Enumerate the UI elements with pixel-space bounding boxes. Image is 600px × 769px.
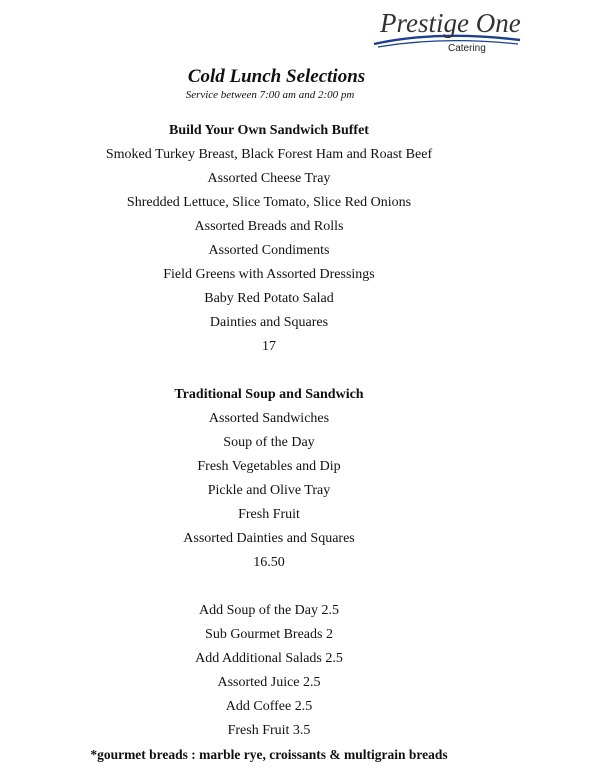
gourmet-breads-footnote: *gourmet breads : marble rye, croissants & multigrain breads (90, 747, 448, 762)
prestige-one-logo (368, 0, 524, 56)
menu-item: Assorted Dainties and Squares (183, 531, 355, 546)
page-title: Cold Lunch Selections (187, 66, 366, 87)
menu-item: Smoked Turkey Breast, Black Forest Ham and Roast Beef (105, 147, 433, 162)
add-on-item: Fresh Fruit 3.5 (227, 723, 311, 738)
menu-item: Assorted Condiments (208, 243, 330, 258)
logo-graphic (368, 0, 524, 56)
add-on-item: Sub Gourmet Breads 2 (205, 627, 333, 642)
section-price: 16.50 (253, 555, 285, 570)
menu-item: Fresh Vegetables and Dip (197, 459, 341, 474)
menu-item: Dainties and Squares (209, 315, 329, 330)
menu-item: Assorted Cheese Tray (207, 171, 331, 186)
section-price: 17 (262, 339, 276, 354)
add-on-item: Add Coffee 2.5 (225, 699, 313, 714)
menu-item: Assorted Sandwiches (208, 411, 330, 426)
add-on-item: Add Additional Salads 2.5 (195, 651, 343, 666)
logo-tagline-text: Catering (448, 43, 486, 54)
section-heading: Build Your Own Sandwich Buffet (169, 123, 369, 138)
add-ons-section (0, 599, 538, 743)
menu-item: Baby Red Potato Salad (204, 291, 334, 306)
menu-item: Field Greens with Assorted Dressings (163, 267, 375, 282)
menu-item: Fresh Fruit (238, 507, 300, 522)
menu-item: Pickle and Olive Tray (207, 483, 331, 498)
menu-item: Soup of the Day (223, 435, 315, 450)
service-hours: Service between 7:00 am and 2:00 pm (185, 89, 355, 101)
soup-sandwich-section (0, 383, 538, 575)
add-on-item: Add Soup of the Day 2.5 (199, 603, 339, 618)
sandwich-buffet-section (0, 119, 538, 359)
add-on-item: Assorted Juice 2.5 (217, 675, 321, 690)
logo-brand-text: Prestige One (380, 8, 521, 38)
menu-item: Assorted Breads and Rolls (194, 219, 344, 234)
section-heading: Traditional Soup and Sandwich (174, 387, 364, 402)
menu-item: Shredded Lettuce, Slice Tomato, Slice Red Onions (126, 195, 412, 210)
